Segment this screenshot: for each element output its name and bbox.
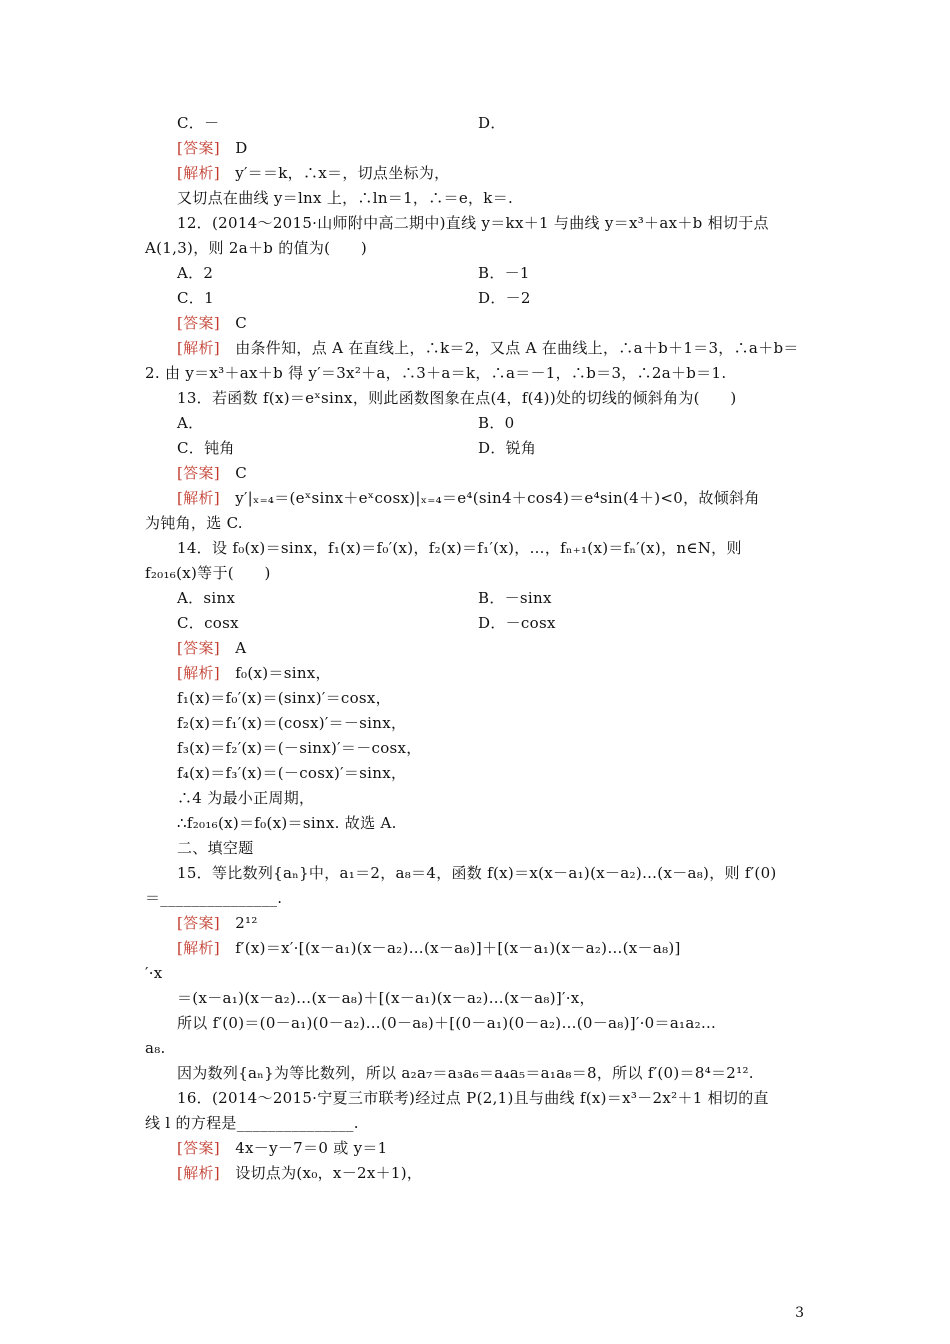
text-line <box>177 413 203 433</box>
line-text: B．0 <box>478 414 515 432</box>
text-line <box>177 713 406 733</box>
text-line <box>177 463 247 483</box>
text-line <box>177 388 737 408</box>
line-text: 12．(2014～2015·山师附中高二期中)直线 y＝kx＋1 与曲线 y＝x³＋ax＋b 相切于点 <box>177 214 769 232</box>
line-text: A．2 <box>177 264 214 282</box>
bracket-label: [解析] <box>177 1164 220 1182</box>
bracket-label: [答案] <box>177 139 220 157</box>
text-line <box>478 113 506 133</box>
text-line <box>177 838 254 858</box>
line-text: ∴f₂₀₁₆(x)＝f₀(x)＝sinx. 故选 A. <box>177 814 397 832</box>
text-line <box>177 313 247 333</box>
text-line <box>177 938 681 958</box>
line-text: D． <box>478 114 506 132</box>
line-text: a₈. <box>145 1039 166 1057</box>
text-line <box>145 1113 359 1133</box>
line-text: y′|ₓ₌₄＝(eˣsinx＋eˣcosx)|ₓ₌₄＝e⁴(sin4＋cos4)＝e⁴sin(4＋)<0，故倾斜角 <box>219 489 760 507</box>
line-text: C．钝角 <box>177 439 235 457</box>
line-text: f₃(x)＝f₂′(x)＝(－sinx)′＝－cosx， <box>177 739 422 757</box>
line-text: f₂(x)＝f₁′(x)＝(cosx)′＝－sinx， <box>177 714 407 732</box>
line-text: ′·x <box>145 964 163 982</box>
line-text: f′(x)＝x′·[(x－a₁)(x－a₂)…(x－a₈)]＋[(x－a₁)(x－a₂)…(x－a₈)] <box>219 939 681 957</box>
text-line <box>177 113 219 133</box>
line-text: C <box>219 464 247 482</box>
bracket-label: [解析] <box>177 339 220 357</box>
line-text: 14．设 f₀(x)＝sinx，f₁(x)＝f₀′(x)，f₂(x)＝f₁′(x)，…，fₙ₊₁(x)＝fₙ′(x)，n∈N，则 <box>177 539 742 557</box>
text-line <box>177 188 513 208</box>
line-text: 为钝角，选 C. <box>145 514 243 532</box>
bracket-label: [答案] <box>177 639 220 657</box>
line-text: ∴4 为最小正周期， <box>177 789 315 807</box>
text-line <box>177 488 760 508</box>
line-text: A(1,3)，则 2a＋b 的值为( ) <box>145 239 368 257</box>
line-text: 所以 f′(0)＝(0－a₁)(0－a₂)…(0－a₈)＋[(0－a₁)(0－a₂)…(0－a₈)]′·0＝a₁a₂… <box>177 1014 717 1032</box>
bracket-label: [解析] <box>177 489 220 507</box>
text-line <box>478 413 514 433</box>
line-text: ＝(x－a₁)(x－a₂)…(x－a₈)＋[(x－a₁)(x－a₂)…(x－a₈)]′·x， <box>177 989 595 1007</box>
bracket-label: [解析] <box>177 939 220 957</box>
line-text: C．1 <box>177 289 214 307</box>
line-text: f₄(x)＝f₃′(x)＝(－cosx)′＝sinx， <box>177 764 407 782</box>
text-line <box>478 288 531 308</box>
text-line <box>177 813 397 833</box>
bracket-label: [答案] <box>177 1139 220 1157</box>
text-line <box>177 988 595 1008</box>
bracket-label: [答案] <box>177 464 220 482</box>
text-line <box>145 963 163 983</box>
line-text: 2. 由 y＝x³＋ax＋b 得 y′＝3x²＋a，∴3＋a＝k，∴a＝－1，∴b＝3，∴2a＋b＝1. <box>145 364 727 382</box>
text-line <box>177 338 799 358</box>
line-text: f₀(x)＝sinx， <box>219 664 331 682</box>
line-text: D．－cosx <box>478 614 556 632</box>
line-text: A <box>219 639 247 657</box>
text-line <box>177 588 235 608</box>
line-text: B．－1 <box>478 264 530 282</box>
text-line <box>177 163 449 183</box>
text-line <box>145 563 271 583</box>
page-number: 3 <box>795 1305 804 1321</box>
line-text: B．－sinx <box>478 589 552 607</box>
text-line <box>177 788 314 808</box>
text-line <box>145 513 243 533</box>
bracket-label: [解析] <box>177 164 220 182</box>
text-line <box>145 363 726 383</box>
text-line <box>145 238 367 258</box>
line-text: 2¹² <box>219 914 258 932</box>
line-text: ＝_______________. <box>145 889 283 907</box>
text-line <box>177 1013 716 1033</box>
text-line <box>177 263 213 283</box>
line-text: D．－2 <box>478 289 531 307</box>
text-line <box>177 438 235 458</box>
line-text: 线 l 的方程是_______________. <box>145 1114 359 1132</box>
line-text: A． <box>177 414 204 432</box>
text-line <box>177 1163 422 1183</box>
line-text: f₁(x)＝f₀′(x)＝(sinx)′＝cosx， <box>177 689 391 707</box>
text-line <box>478 613 556 633</box>
text-line <box>145 1038 166 1058</box>
bracket-label: [解析] <box>177 664 220 682</box>
text-line <box>478 588 552 608</box>
text-line <box>145 888 282 908</box>
text-line <box>177 213 769 233</box>
text-line <box>177 1138 388 1158</box>
line-text: 13．若函数 f(x)＝eˣsinx，则此函数图象在点(4，f(4))处的切线的倾斜角为( ) <box>177 389 737 407</box>
line-text: 设切点为(x₀，x－2x＋1)， <box>219 1164 423 1182</box>
text-line <box>177 138 248 158</box>
text-line <box>478 263 530 283</box>
text-line <box>177 1063 754 1083</box>
text-line <box>177 763 406 783</box>
line-text: 4x－y－7＝0 或 y＝1 <box>219 1139 388 1157</box>
line-text: C．cosx <box>177 614 239 632</box>
line-text: C <box>219 314 247 332</box>
line-text: 由条件知，点 A 在直线上，∴k＝2，又点 A 在曲线上，∴a＋b＋1＝3，∴a＋b＝ <box>219 339 799 357</box>
text-line <box>177 663 331 683</box>
text-line <box>177 863 777 883</box>
text-line <box>478 438 536 458</box>
text-line <box>177 688 391 708</box>
text-line <box>177 638 246 658</box>
text-line <box>177 613 239 633</box>
line-text: D．锐角 <box>478 439 537 457</box>
text-line <box>177 738 422 758</box>
line-text: 二、填空题 <box>177 839 254 857</box>
line-text: y′＝＝k，∴x＝，切点坐标为， <box>219 164 450 182</box>
text-line <box>177 538 742 558</box>
text-line <box>177 1088 769 1108</box>
bracket-label: [答案] <box>177 314 220 332</box>
bracket-label: [答案] <box>177 914 220 932</box>
line-text: 16．(2014～2015·宁夏三市联考)经过点 P(2,1)且与曲线 f(x)＝x³－2x²＋1 相切的直 <box>177 1089 769 1107</box>
line-text: 因为数列{aₙ}为等比数列，所以 a₂a₇＝a₃a₆＝a₄a₅＝a₁a₈＝8，所以 f′(0)＝8⁴＝2¹². <box>177 1064 754 1082</box>
line-text: 15．等比数列{aₙ}中，a₁＝2，a₈＝4，函数 f(x)＝x(x－a₁)(x－a₂)…(x－a₈)，则 f′(0) <box>177 864 777 882</box>
line-text: f₂₀₁₆(x)等于( ) <box>145 564 271 582</box>
text-line <box>177 288 214 308</box>
line-text: 又切点在曲线 y＝lnx 上，∴ln＝1，∴＝e，k＝. <box>177 189 514 207</box>
line-text: A．sinx <box>177 589 236 607</box>
line-text: D <box>219 139 248 157</box>
text-line <box>177 913 258 933</box>
line-text: C．－ <box>177 114 220 132</box>
